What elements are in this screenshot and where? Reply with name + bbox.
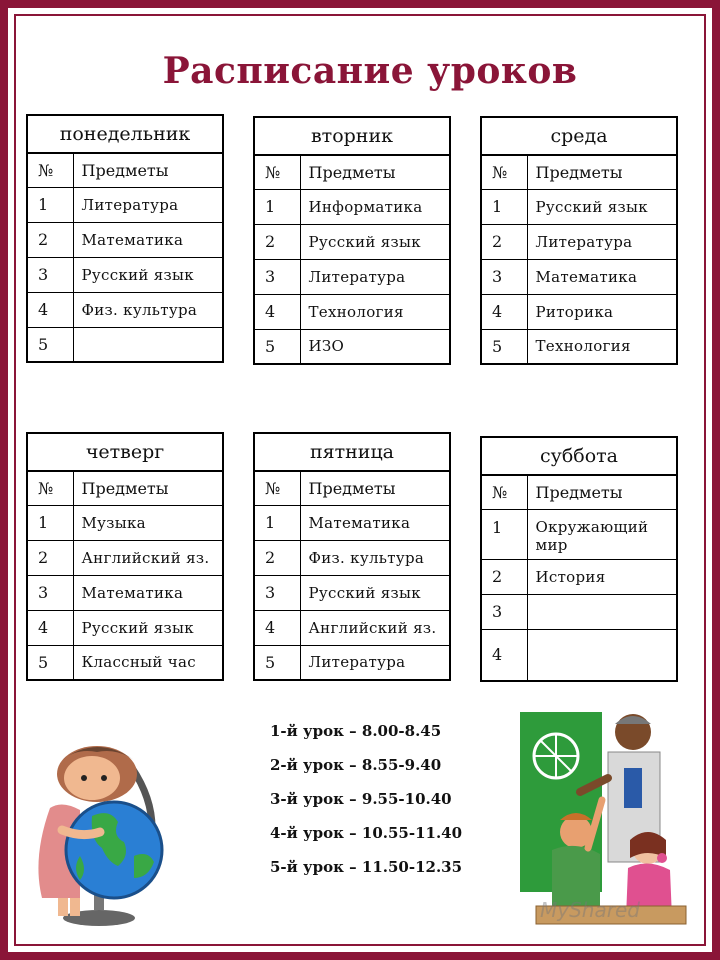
girl-with-globe-clipart (22, 738, 172, 928)
lesson-subject: Физ. культура (73, 292, 223, 327)
lesson-subject: Литература (527, 224, 677, 259)
lesson-number: 1 (254, 189, 300, 224)
day-name: вторник (254, 117, 450, 155)
lesson-number: 2 (254, 224, 300, 259)
lesson-subject: Математика (73, 575, 223, 610)
lesson-subject: Математика (300, 505, 450, 540)
lesson-number: 5 (27, 645, 73, 680)
lesson-subject: Музыка (73, 505, 223, 540)
lesson-number: 4 (481, 294, 527, 329)
lesson-number: 3 (254, 575, 300, 610)
day-name: среда (481, 117, 677, 155)
lesson-subject: Русский язык (300, 224, 450, 259)
col-num-header: № (254, 471, 300, 505)
lesson-number: 3 (254, 259, 300, 294)
lesson-number: 2 (481, 224, 527, 259)
lesson-subject: ИЗО (300, 329, 450, 364)
watermark-text: MyShared (540, 898, 640, 922)
lesson-number: 3 (481, 594, 527, 629)
day-name: суббота (481, 437, 677, 475)
day-name: четверг (27, 433, 223, 471)
lesson-subject: Физ. культура (300, 540, 450, 575)
lesson-number: 4 (27, 610, 73, 645)
schedule-thursday (26, 432, 224, 681)
bell-time: 1-й урок – 8.00-8.45 (270, 722, 442, 740)
col-num-header: № (27, 153, 73, 187)
lesson-number: 2 (27, 540, 73, 575)
lesson-subject: Информатика (300, 189, 450, 224)
lesson-number: 3 (27, 575, 73, 610)
col-num-header: № (254, 155, 300, 189)
col-subjects-header: Предметы (73, 153, 223, 187)
lesson-number: 5 (27, 327, 73, 362)
lesson-subject: Окружающий мир (527, 509, 677, 559)
lesson-subject: Математика (527, 259, 677, 294)
lesson-number: 1 (27, 505, 73, 540)
col-subjects-header: Предметы (527, 475, 677, 509)
lesson-subject: Русский язык (300, 575, 450, 610)
schedule-wednesday (480, 116, 678, 365)
lesson-subject: Классный час (73, 645, 223, 680)
bell-time: 4-й урок – 10.55-11.40 (270, 824, 463, 842)
lesson-number: 4 (254, 294, 300, 329)
lesson-subject (527, 594, 677, 629)
col-subjects-header: Предметы (73, 471, 223, 505)
schedule-monday (26, 114, 224, 363)
lesson-subject: История (527, 559, 677, 594)
col-subjects-header: Предметы (527, 155, 677, 189)
lesson-number: 5 (254, 645, 300, 680)
lesson-number: 4 (27, 292, 73, 327)
lesson-subject: Английский яз. (73, 540, 223, 575)
classroom-clipart (516, 708, 692, 930)
lesson-number: 4 (481, 629, 527, 681)
schedule-saturday (480, 436, 678, 682)
bell-time: 3-й урок – 9.55-10.40 (270, 790, 452, 808)
lesson-number: 1 (481, 189, 527, 224)
lesson-subject: Литература (300, 645, 450, 680)
lesson-number: 5 (481, 329, 527, 364)
lesson-subject: Риторика (527, 294, 677, 329)
bell-time: 2-й урок – 8.55-9.40 (270, 756, 442, 774)
bell-time: 5-й урок – 11.50-12.35 (270, 858, 463, 876)
lesson-number: 3 (27, 257, 73, 292)
day-name: пятница (254, 433, 450, 471)
lesson-subject (527, 629, 677, 681)
lesson-subject: Русский язык (527, 189, 677, 224)
col-num-header: № (27, 471, 73, 505)
lesson-subject: Английский яз. (300, 610, 450, 645)
lesson-number: 2 (481, 559, 527, 594)
col-num-header: № (481, 475, 527, 509)
day-name: понедельник (27, 115, 223, 153)
lesson-subject: Русский язык (73, 610, 223, 645)
lesson-subject: Литература (300, 259, 450, 294)
col-num-header: № (481, 155, 527, 189)
lesson-number: 1 (254, 505, 300, 540)
lesson-subject: Математика (73, 222, 223, 257)
bell-schedule (270, 716, 490, 886)
lesson-number: 5 (254, 329, 300, 364)
lesson-number: 1 (481, 509, 527, 559)
lesson-number: 1 (27, 187, 73, 222)
lesson-number: 2 (254, 540, 300, 575)
col-subjects-header: Предметы (300, 471, 450, 505)
lesson-subject: Литература (73, 187, 223, 222)
lesson-subject: Русский язык (73, 257, 223, 292)
schedule-friday (253, 432, 451, 681)
lesson-subject: Технология (527, 329, 677, 364)
lesson-subject (73, 327, 223, 362)
lesson-number: 4 (254, 610, 300, 645)
page-title: Расписание уроков (162, 50, 578, 92)
lesson-subject: Технология (300, 294, 450, 329)
col-subjects-header: Предметы (300, 155, 450, 189)
lesson-number: 2 (27, 222, 73, 257)
schedule-tuesday (253, 116, 451, 365)
lesson-number: 3 (481, 259, 527, 294)
